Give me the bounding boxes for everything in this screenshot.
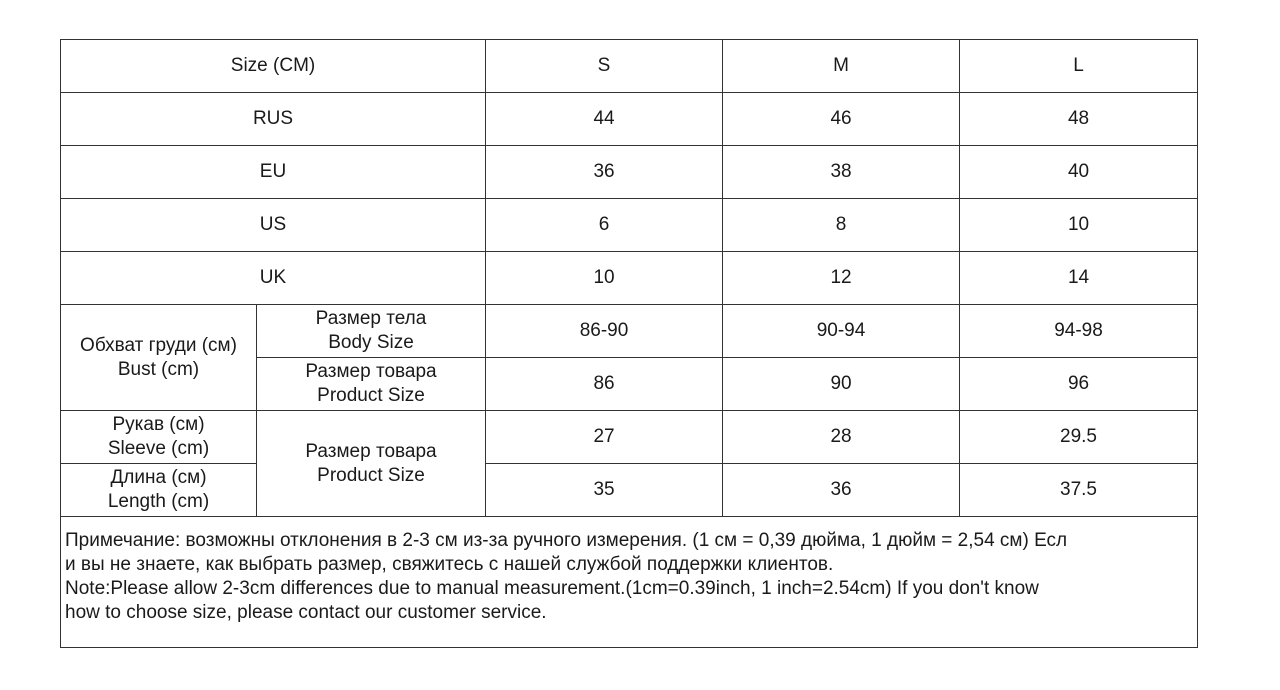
table-cell: 96 xyxy=(960,358,1198,411)
row-label-uk: UK xyxy=(61,252,486,305)
row-label-rus: RUS xyxy=(61,93,486,146)
header-row xyxy=(61,40,1198,93)
table-cell: 94-98 xyxy=(960,305,1198,358)
note-line-en-1: Note:Please allow 2-3cm differences due to manual measurement.(1cm=0.39inch, 1 inch=2.54cm) If you don't know xyxy=(65,578,1039,599)
length-row xyxy=(61,464,1198,517)
length-label-en: Length (cm) xyxy=(107,491,210,512)
table-row xyxy=(61,252,1198,305)
sleeve-label xyxy=(61,411,257,464)
table-row xyxy=(61,199,1198,252)
table-cell: 10 xyxy=(960,199,1198,252)
product-group-label-ru: Размер товара xyxy=(305,440,437,462)
note-cell xyxy=(61,517,1198,648)
bust-body-row xyxy=(61,305,1198,358)
bust-label-ru: Обхват груди (см) xyxy=(80,334,237,356)
body-size-label xyxy=(257,305,486,358)
body-size-label-en: Body Size xyxy=(328,332,414,353)
note-line-ru-2: и вы не знаете, как выбрать размер, свяжитесь с нашей службой поддержки клиентов. xyxy=(65,554,834,575)
table-cell: 27 xyxy=(486,411,723,464)
sleeve-row xyxy=(61,411,1198,464)
product-size-label-en: Product Size xyxy=(317,385,425,406)
header-size-m: M xyxy=(723,40,960,93)
header-size-l: L xyxy=(960,40,1198,93)
body-size-label-ru: Размер тела xyxy=(315,308,427,329)
row-label-eu: EU xyxy=(61,146,486,199)
table-cell: 29.5 xyxy=(960,411,1198,464)
table-row xyxy=(61,93,1198,146)
table-cell: 48 xyxy=(960,93,1198,146)
table-cell: 90-94 xyxy=(723,305,960,358)
size-chart-table xyxy=(60,39,1198,648)
sleeve-label-ru: Рукав (см) xyxy=(112,414,205,435)
table-cell: 90 xyxy=(723,358,960,411)
length-label xyxy=(61,464,257,517)
note-row xyxy=(61,517,1198,648)
product-size-label xyxy=(257,358,486,411)
table-cell: 36 xyxy=(486,146,723,199)
note-line-ru-1: Примечание: возможны отклонения в 2-3 см из-за ручного измерения. (1 см = 0,39 дюйма, 1 дюйм = 2,54 см) Есл xyxy=(65,530,1068,551)
table-cell: 86-90 xyxy=(486,305,723,358)
table-cell: 37.5 xyxy=(960,464,1198,517)
bust-label xyxy=(61,305,257,411)
table-cell: 35 xyxy=(486,464,723,517)
table-cell: 44 xyxy=(486,93,723,146)
table-cell: 38 xyxy=(723,146,960,199)
header-size-s: S xyxy=(486,40,723,93)
table-cell: 40 xyxy=(960,146,1198,199)
table-cell: 12 xyxy=(723,252,960,305)
product-size-label-ru: Размер товара xyxy=(305,361,437,382)
table-cell: 10 xyxy=(486,252,723,305)
length-label-ru: Длина (см) xyxy=(110,467,207,488)
table-cell: 36 xyxy=(723,464,960,517)
row-label-us: US xyxy=(61,199,486,252)
bust-label-en: Bust (cm) xyxy=(117,358,200,380)
table-row xyxy=(61,146,1198,199)
table-cell: 8 xyxy=(723,199,960,252)
sleeve-label-en: Sleeve (cm) xyxy=(107,438,210,459)
header-size-label: Size (CM) xyxy=(61,40,486,93)
table-cell: 86 xyxy=(486,358,723,411)
table-cell: 14 xyxy=(960,252,1198,305)
note-line-en-2: how to choose size, please contact our customer service. xyxy=(65,602,547,623)
table-cell: 28 xyxy=(723,411,960,464)
table-cell: 46 xyxy=(723,93,960,146)
product-group-label xyxy=(257,411,486,517)
table-cell: 6 xyxy=(486,199,723,252)
product-group-label-en: Product Size xyxy=(317,464,425,486)
